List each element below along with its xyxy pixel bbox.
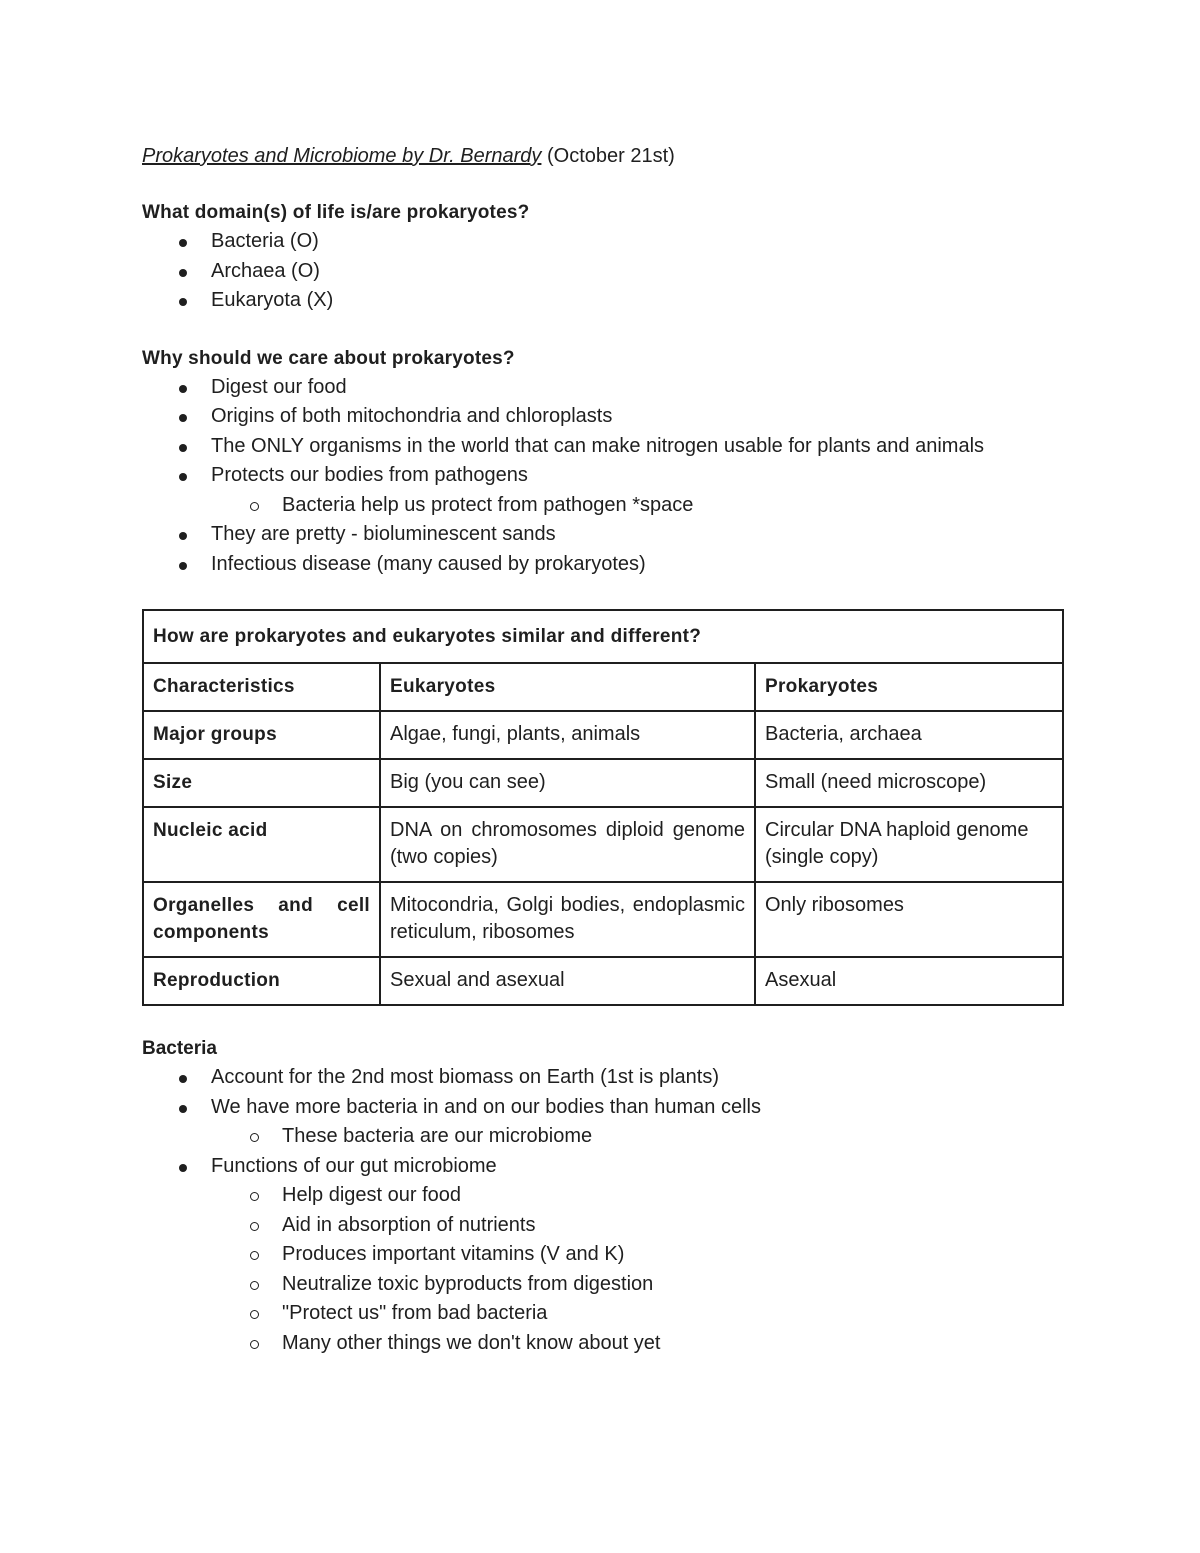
list-item	[142, 402, 1062, 432]
hollow-bullet-icon	[250, 1222, 259, 1231]
sub-list-item-text: Aid in absorption of nutrients	[282, 1213, 536, 1236]
bullet-icon	[179, 298, 187, 306]
list-item	[142, 1093, 1062, 1152]
sub-list-item-text: Help digest our food	[282, 1184, 462, 1206]
list-item-text: The ONLY organisms in the world that can make nitrogen usable for plants and animals	[211, 434, 985, 457]
title-date: (October 21st)	[546, 145, 675, 167]
sub-list-item-text: Bacteria help us protect from pathogen *space	[282, 493, 694, 516]
sub-list-item	[142, 1122, 1062, 1152]
sub-list-item-text: Neutralize toxic byproducts from digestion	[282, 1272, 654, 1295]
sub-list-item-text: "Protect us" from bad bacteria	[282, 1302, 548, 1324]
bullet-icon	[179, 385, 187, 393]
table-caption: How are prokaryotes and eukaryotes similar and different?	[143, 610, 1063, 663]
bullet-icon	[179, 1164, 187, 1172]
bullet-icon	[179, 473, 187, 481]
title-italic: Prokaryotes and Microbiome by Dr. Bernardy	[142, 145, 542, 167]
bullet-icon	[179, 1105, 187, 1113]
table-cell: Mitocondria, Golgi bodies, endoplasmic reticulum, ribosomes	[380, 882, 755, 957]
document-page	[142, 142, 1062, 1358]
hollow-bullet-icon	[250, 1192, 259, 1201]
sub-list-item	[142, 491, 1062, 521]
bullet-icon	[179, 562, 187, 570]
domains-question: What domain(s) of life is/are prokaryotes?	[142, 202, 530, 223]
table-row	[143, 759, 1063, 807]
table-row	[143, 957, 1063, 1005]
table-cell: Bacteria, archaea	[755, 711, 1063, 759]
hollow-bullet-icon	[250, 1340, 259, 1349]
sub-list	[211, 491, 1062, 521]
hollow-bullet-icon	[250, 1281, 259, 1290]
list-item	[142, 432, 1062, 462]
bullet-icon	[179, 414, 187, 422]
table-header-row	[143, 663, 1063, 711]
sub-list-item-text: These bacteria are our microbiome	[282, 1125, 593, 1147]
bullet-icon	[179, 1075, 187, 1083]
list-item-text: Origins of both mitochondria and chloroplasts	[211, 405, 613, 427]
list-item	[142, 286, 1062, 316]
hollow-bullet-icon	[250, 1251, 259, 1260]
sub-list-item	[142, 1211, 1062, 1241]
table-cell: Small (need microscope)	[755, 759, 1063, 807]
list-item-text: Functions of our gut microbiome	[211, 1154, 497, 1177]
list-item-text: Bacteria (O)	[211, 230, 319, 252]
table-row-label: Nucleic acid	[143, 807, 380, 882]
bacteria-list	[142, 1063, 1062, 1358]
list-item-text: Account for the 2nd most biomass on Earth (1st is plants)	[211, 1066, 720, 1088]
table-cell: Sexual and asexual	[380, 957, 755, 1005]
why-care-question: Why should we care about prokaryotes?	[142, 347, 515, 369]
sub-list-item	[142, 1240, 1062, 1270]
list-item	[142, 1152, 1062, 1359]
list-item	[142, 227, 1062, 257]
list-item	[142, 1063, 1062, 1093]
table-cell: DNA on chromosomes diploid genome (two copies)	[380, 807, 755, 882]
bullet-icon	[179, 269, 187, 277]
hollow-bullet-icon	[250, 1310, 259, 1319]
table-header-cell: Characteristics	[143, 663, 380, 711]
document-title	[142, 142, 1062, 170]
table-header-cell: Eukaryotes	[380, 663, 755, 711]
sub-list-item-text: Many other things we don't know about yet	[282, 1331, 661, 1354]
table-caption-row	[143, 610, 1063, 663]
sub-list-item-text: Produces important vitamins (V and K)	[282, 1243, 625, 1265]
sub-list	[211, 1181, 1062, 1358]
table-row-label: Major groups	[143, 711, 380, 759]
why-care-list	[142, 373, 1062, 580]
list-item	[142, 461, 1062, 520]
domains-list	[142, 227, 1062, 316]
bullet-icon	[179, 239, 187, 247]
table-cell: Circular DNA haploid genome (single copy)	[755, 807, 1063, 882]
table-row-label: Size	[143, 759, 380, 807]
bullet-icon	[179, 532, 187, 540]
sub-list	[211, 1122, 1062, 1152]
list-item	[142, 257, 1062, 287]
sub-list-item	[142, 1299, 1062, 1329]
list-item-text: Infectious disease (many caused by prokaryotes)	[211, 552, 646, 575]
table-cell: Asexual	[755, 957, 1063, 1005]
sub-list-item	[142, 1181, 1062, 1211]
list-item-text: Eukaryota (X)	[211, 289, 334, 311]
comparison-table	[142, 609, 1064, 1006]
table-row-label: Reproduction	[143, 957, 380, 1005]
table-row-label: Organelles and cell components	[143, 882, 380, 957]
table-header-cell: Prokaryotes	[755, 663, 1063, 711]
list-item-text: Archaea (O)	[211, 259, 320, 282]
list-item-text: They are pretty - bioluminescent sands	[211, 523, 556, 545]
list-item	[142, 550, 1062, 580]
table-cell: Algae, fungi, plants, animals	[380, 711, 755, 759]
table-row	[143, 807, 1063, 882]
table-row	[143, 711, 1063, 759]
table-cell: Big (you can see)	[380, 759, 755, 807]
bacteria-heading: Bacteria	[142, 1038, 217, 1059]
table-cell: Only ribosomes	[755, 882, 1063, 957]
table-row	[143, 882, 1063, 957]
hollow-bullet-icon	[250, 1133, 259, 1142]
list-item	[142, 373, 1062, 403]
list-item-text: We have more bacteria in and on our bodies than human cells	[211, 1095, 761, 1118]
list-item	[142, 520, 1062, 550]
list-item-text: Digest our food	[211, 375, 347, 398]
sub-list-item	[142, 1329, 1062, 1359]
list-item-text: Protects our bodies from pathogens	[211, 464, 528, 486]
bullet-icon	[179, 444, 187, 452]
hollow-bullet-icon	[250, 502, 259, 511]
sub-list-item	[142, 1270, 1062, 1300]
